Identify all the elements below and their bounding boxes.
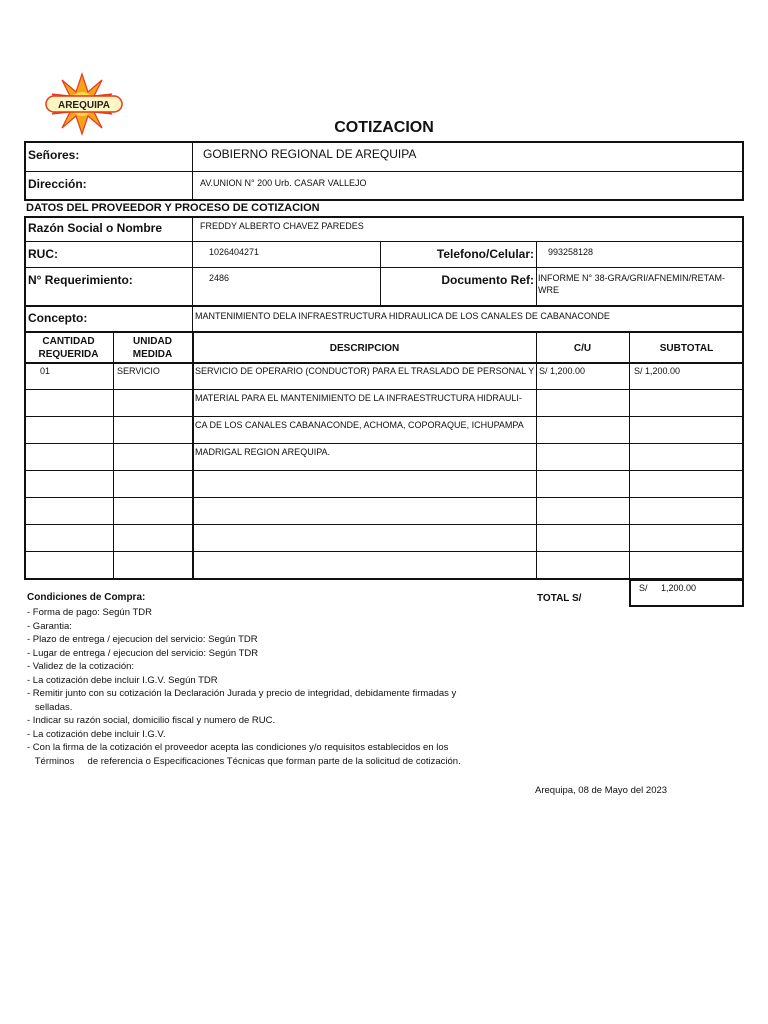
requerimiento-value: 2486	[209, 273, 230, 283]
row-1-descripcion: SERVICIO DE OPERARIO (CONDUCTOR) PARA EL TRASLADO DE PERSONAL Y	[195, 366, 535, 376]
row-2-descripcion: MATERIAL PARA EL MANTENIMIENTO DE LA INFRAESTRUCTURA HIDRAULI-	[195, 393, 522, 403]
page-title: COTIZACION	[334, 119, 434, 136]
row-1-cantidad: 01	[40, 366, 51, 376]
condition-item: - La cotización debe incluir I.G.V.	[27, 728, 166, 740]
condition-item: Términos de referencia o Especificaciones Técnicas que forman parte de la solicitud de cotización.	[27, 755, 461, 767]
condition-item: - Garantia:	[27, 620, 72, 632]
total-label: TOTAL S/	[537, 593, 582, 604]
senores-label: Señores:	[28, 148, 80, 162]
total-currency: S/	[639, 583, 648, 593]
header-unidad: UNIDAD MEDIDA	[132, 336, 173, 360]
header-descripcion: DESCRIPCION	[329, 343, 400, 354]
row-1-subtotal: S/ 1,200.00	[634, 366, 681, 376]
ruc-label: RUC:	[28, 247, 58, 261]
documento-ref-value: INFORME N° 38-GRA/GRI/AFNEMIN/RETAM-WRE	[538, 273, 725, 295]
conditions-title: Condiciones de Compra:	[27, 592, 146, 603]
condition-item: - Validez de la cotización:	[27, 661, 135, 672]
condition-item: - Remitir junto con su cotización la Declaración Jurada y precio de integridad, debidamente firmadas y	[27, 688, 457, 699]
condition-item: selladas.	[27, 701, 73, 713]
header-cantidad: CANTIDAD REQUERIDA	[38, 336, 99, 360]
conditions-list	[27, 606, 547, 768]
telefono-label: Telefono/Celular:	[436, 247, 534, 261]
condition-item: - Lugar de entrega / ejecucion del servicio: Según TDR	[27, 647, 259, 659]
telefono-value: 993258128	[548, 247, 594, 257]
header-cu: C/U	[573, 343, 592, 354]
senores-value: GOBIERNO REGIONAL DE AREQUIPA	[203, 147, 417, 161]
razon-social-value: FREDDY ALBERTO CHAVEZ PAREDES	[200, 221, 364, 231]
total-value: 1,200.00	[661, 583, 697, 593]
header-subtotal: SUBTOTAL	[659, 343, 714, 354]
requerimiento-label: N° Requerimiento:	[28, 273, 133, 287]
ruc-value: 1026404271	[209, 247, 260, 257]
concepto-label: Concepto:	[28, 311, 88, 325]
concepto-value: MANTENIMIENTO DELA INFRAESTRUCTURA HIDRAULICA DE LOS CANALES DE CABANACONDE	[195, 311, 610, 321]
condition-item: - Forma de pago: Según TDR	[27, 607, 152, 618]
condition-item: - La cotización debe incluir I.G.V. Según TDR	[27, 674, 218, 686]
direccion-label: Dirección:	[28, 177, 87, 191]
razon-social-label: Razón Social o Nombre	[28, 221, 163, 235]
row-4-descripcion: MADRIGAL REGION AREQUIPA.	[195, 447, 331, 457]
logo-text: AREQUIPA	[57, 100, 111, 111]
direccion-value: AV.UNION N° 200 Urb. CASAR VALLEJO	[200, 178, 367, 188]
row-1-cu: S/ 1,200.00	[539, 366, 586, 376]
documento-ref-label: Documento Ref:	[441, 273, 534, 287]
row-3-descripcion: CA DE LOS CANALES CABANACONDE, ACHOMA, COPORAQUE, ICHUPAMPA	[195, 420, 524, 430]
row-1-unidad: SERVICIO	[117, 366, 160, 376]
footer-date: Arequipa, 08 de Mayo del 2023	[535, 785, 668, 796]
condition-item: - Plazo de entrega / ejecucion del servicio: Según TDR	[27, 634, 258, 645]
section-title: DATOS DEL PROVEEDOR Y PROCESO DE COTIZACION	[26, 202, 320, 214]
condition-item: - Con la firma de la cotización el proveedor acepta las condiciones y/o requisitos establecidos en los	[27, 742, 449, 753]
condition-item: - Indicar su razón social, domicilio fiscal y numero de RUC.	[27, 715, 276, 726]
